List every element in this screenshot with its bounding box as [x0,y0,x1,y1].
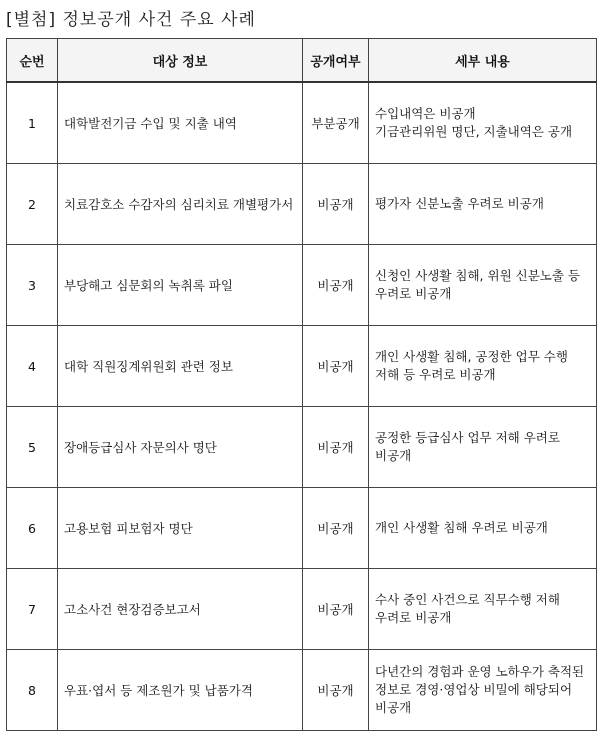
row-detail-line: 평가자 신분노출 우려로 비공개 [375,195,544,211]
row-detail-line: 기금관리위원 명단, 지출내역은 공개 [375,124,573,139]
row-target: 부당해고 심문회의 녹취록 파일 [58,245,303,326]
row-number: 4 [7,326,58,407]
header-target: 대상 정보 [58,39,303,83]
row-detail [369,326,597,407]
table-row [7,650,597,731]
row-status: 부분공개 [303,82,369,164]
table-row [7,488,597,569]
row-detail-line: 비공개 [375,700,412,716]
row-detail [369,407,597,488]
row-detail-line: 다년간의 경험과 운영 노하우가 축적된 [375,663,585,679]
row-detail-line: 정보로 경영·영업상 비밀에 해당되어 [375,681,573,697]
header-no: 순번 [7,39,58,83]
row-status: 비공개 [303,488,369,569]
row-detail [369,82,597,164]
header-status: 공개여부 [303,39,369,83]
table-header-row [7,39,597,83]
row-detail-line: 비공개 [375,448,412,463]
row-status: 비공개 [303,650,369,731]
row-detail-line: 우려로 비공개 [375,610,452,625]
row-detail-line: 저해 등 우려로 비공개 [375,367,496,382]
page-title: [별첨] 정보공개 사건 주요 사례 [6,10,256,30]
row-detail [369,164,597,245]
row-target: 치료감호소 수감자의 심리치료 개별평가서 [58,164,303,245]
row-target: 고용보험 피보험자 명단 [58,488,303,569]
header-detail: 세부 내용 [369,39,597,83]
row-detail-line: 수사 중인 사건으로 직무수행 저해 [375,591,560,607]
row-detail-line: 우려로 비공개 [375,286,452,301]
row-detail [369,488,597,569]
row-target: 장애등급심사 자문의사 명단 [58,407,303,488]
row-target: 대학 직원징계위원회 관련 정보 [58,326,303,407]
row-target: 우표·엽서 등 제조원가 및 납품가격 [58,650,303,731]
row-detail-line: 수입내역은 비공개 [375,105,476,121]
row-target: 대학발전기금 수입 및 지출 내역 [58,82,303,164]
row-detail [369,245,597,326]
row-detail [369,650,597,731]
row-number: 1 [7,82,58,164]
row-detail [369,569,597,650]
row-number: 2 [7,164,58,245]
row-number: 8 [7,650,58,731]
row-status: 비공개 [303,569,369,650]
row-detail-line: 개인 사생활 침해, 공정한 업무 수행 [375,348,568,364]
row-status: 비공개 [303,407,369,488]
table-row [7,569,597,650]
row-number: 6 [7,488,58,569]
case-table [6,38,597,731]
row-detail-line: 공정한 등급심사 업무 저해 우려로 [375,429,560,445]
row-detail-line: 개인 사생활 침해 우려로 비공개 [375,519,548,535]
row-status: 비공개 [303,164,369,245]
table-row [7,326,597,407]
row-status: 비공개 [303,245,369,326]
row-number: 3 [7,245,58,326]
table-row [7,82,597,164]
row-number: 5 [7,407,58,488]
table-row [7,245,597,326]
row-status: 비공개 [303,326,369,407]
table-row [7,164,597,245]
row-detail-line: 신청인 사생활 침해, 위원 신분노출 등 [375,267,580,283]
row-target: 고소사건 현장검증보고서 [58,569,303,650]
row-number: 7 [7,569,58,650]
table-row [7,407,597,488]
